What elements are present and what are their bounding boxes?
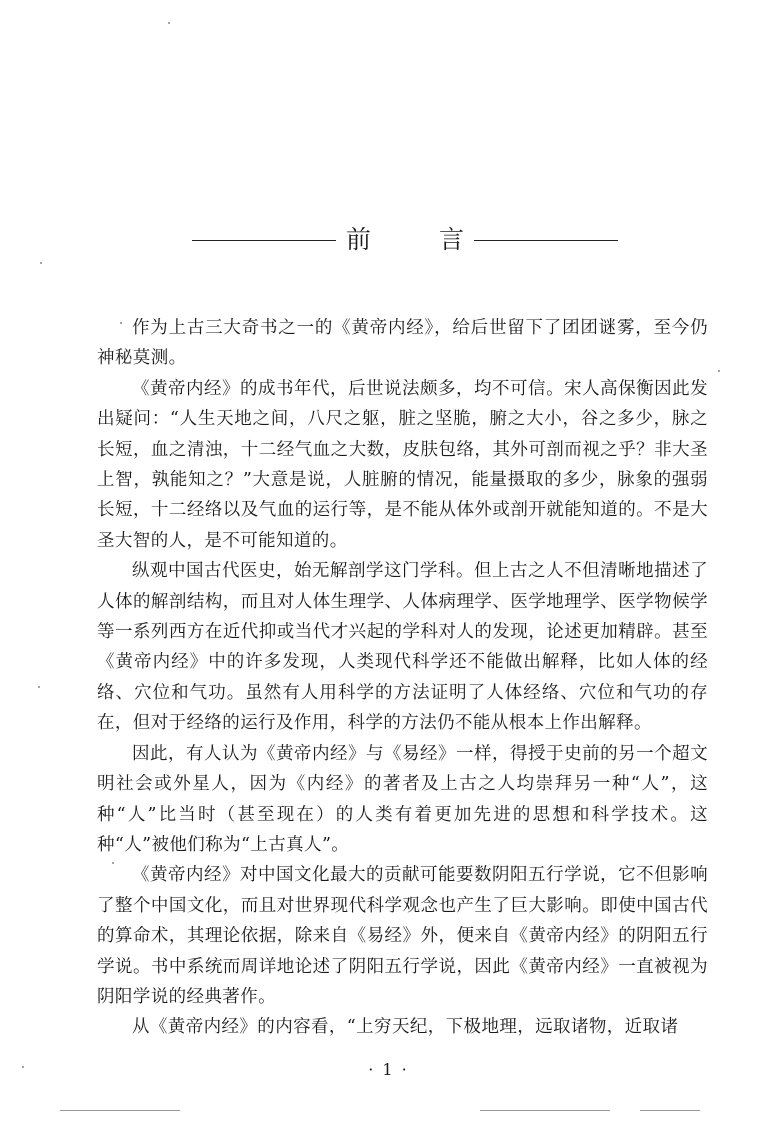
scan-speck bbox=[22, 1066, 24, 1068]
heading-rule-left bbox=[192, 240, 336, 241]
page-number: · 1 · bbox=[368, 1060, 409, 1079]
scan-speck bbox=[168, 22, 170, 24]
body-text bbox=[97, 313, 708, 1043]
preface-heading bbox=[192, 222, 618, 258]
heading-rule-right bbox=[474, 240, 618, 241]
heading-title: 前言 bbox=[346, 225, 533, 254]
paragraph-6: 从《黄帝内经》的内容看，“上穷天纪，下极地理，远取诸物，近取诸 bbox=[132, 1017, 679, 1038]
paragraph-2: 《黄帝内经》的成书年代，后世说法颇多，均不可信。宋人高保衡因此发出疑问：“人生天地之间，八尺之躯，脏之坚脆，腑之大小，谷之多少，脉之长短，血之清浊，十二经气血之大数，皮肤包络，其外可剖而视之乎？非大圣上智，孰能知之？”大意是说，人脏腑的情况，能量摄取的多少，脉象的强弱长短，十二经络以及气血的运行等，是不能从体外或剖开就能知道的。不是大圣大智的人，是不可能知道的。 bbox=[97, 378, 708, 551]
paragraph-3: 纵观中国古代医史，始无解剖学这门学科。但上古之人不但清晰地描述了人体的解剖结构，而且对人体生理学、人体病理学、医学地理学、医学物候学等一系列西方在近代抑或当代才兴起的学科对人的发现，论述更加精辟。甚至《黄帝内经》中的许多发现，人类现代科学还不能做出解释，比如人体的经络、穴位和气功。虽然有人用科学的方法证明了人体经络、穴位和气功的存在，但对于经络的运行及作用，科学的方法仍不能从根本上作出解释。 bbox=[97, 561, 708, 734]
paragraph-5: 《黄帝内经》对中国文化最大的贡献可能要数阴阳五行学说，它不但影响了整个中国文化，而且对世界现代科学观念也产生了巨大影响。即使中国古代的算命术，其理论依据，除来自《易经》外，便来自《黄帝内经》的阴阳五行学说。书中系统而周详地论述了阴阳五行学说，因此《黄帝内经》一直被视为阴阳学说的经典著作。 bbox=[97, 865, 708, 1007]
scan-edge-line bbox=[60, 1110, 180, 1111]
paragraph-1: 作为上古三大奇书之一的《黄帝内经》，给后世留下了团团谜雾，至今仍神秘莫测。 bbox=[97, 318, 708, 369]
scan-speck bbox=[38, 686, 40, 688]
scan-speck bbox=[718, 370, 720, 372]
paragraph-4: 因此，有人认为《黄帝内经》与《易经》一样，得授于史前的另一个超文明社会或外星人，因为《内经》的著者及上古之人均崇拜另一种“人”，这种“人”比当时（甚至现在）的人类有着更加先进的思想和科学技术。这种“人”被他们称为“上古真人”。 bbox=[97, 743, 708, 855]
scan-edge-line bbox=[640, 1110, 700, 1111]
scan-speck bbox=[40, 262, 42, 264]
scan-edge-line bbox=[480, 1110, 610, 1111]
scan-speck bbox=[112, 862, 114, 864]
scan-speck bbox=[120, 322, 122, 324]
